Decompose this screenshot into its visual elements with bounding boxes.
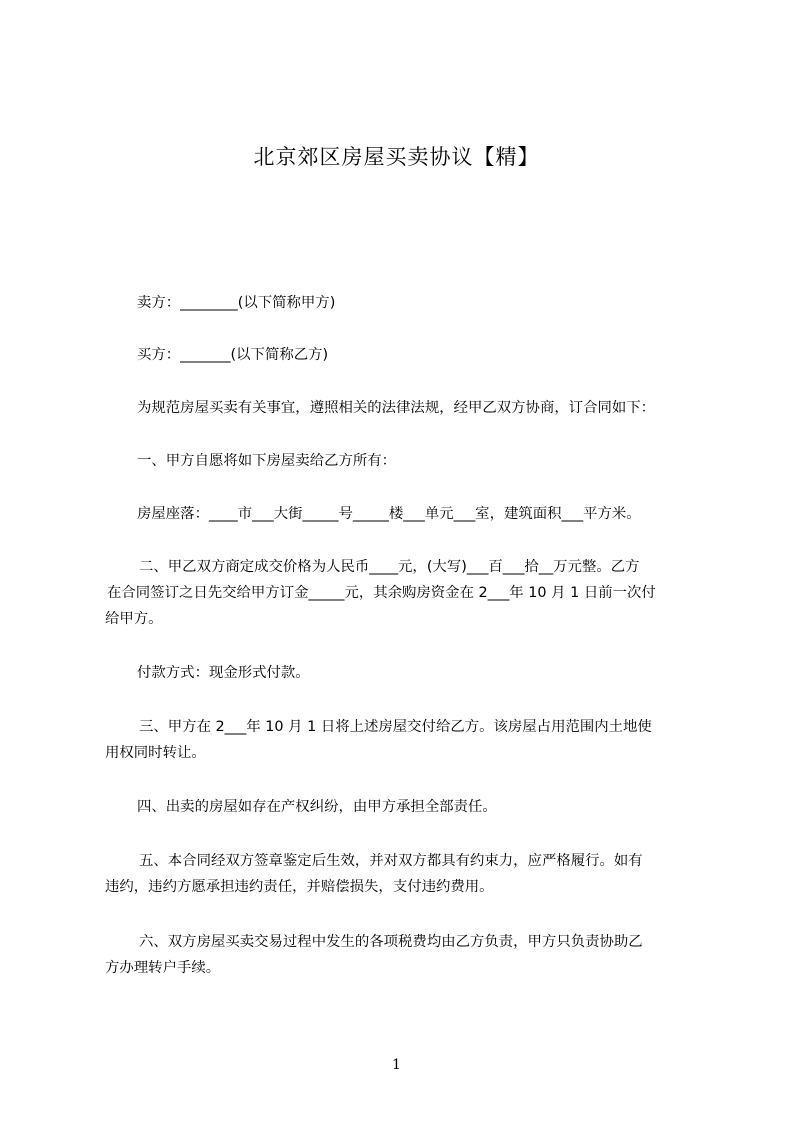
clause-5-line-2: 违约，违约方愿承担违约责任，并赔偿损失，支付违约费用。 <box>105 879 494 895</box>
clause-3-line-2: 用权同时转让。 <box>105 745 206 761</box>
page-number: 1 <box>392 1057 401 1073</box>
seller-line: 卖方：________(以下简称甲方) <box>137 295 336 311</box>
document-title: 北京郊区房屋买卖协议【精】 <box>253 145 540 169</box>
clause-2-line-3: 给甲方。 <box>105 611 163 627</box>
clause-6-line-2: 方办理转户手续。 <box>105 960 221 976</box>
clause-4: 四、出卖的房屋如存在产权纠纷，由甲方承担全部责任。 <box>137 799 497 815</box>
clause-6-line-1: 六、双方房屋买卖交易过程中发生的各项税费均由乙方负责，甲方只负责协助乙 <box>139 934 643 950</box>
house-location-line: 房屋座落：____市___大街_____号_____楼___单元___室，建筑面积___平方米。 <box>137 506 641 522</box>
clause-3-line-1: 三、甲方在 2___年 10 月 1 日将上述房屋交付给乙方。该房屋占用范围内土地使 <box>139 719 652 735</box>
clause-2-line-2: 在合同签订之日先交给甲方订金_____元，其余购房资金在 2___年 10 月 1 日前一次付 <box>107 585 656 601</box>
intro-paragraph: 为规范房屋买卖有关事宜，遵照相关的法律法规，经甲乙双方协商，订合同如下： <box>137 400 656 416</box>
buyer-line: 买方：_______(以下简称乙方) <box>137 347 329 363</box>
clause-1: 一、甲方自愿将如下房屋卖给乙方所有： <box>137 453 397 469</box>
payment-method-line: 付款方式：现金形式付款。 <box>137 665 310 681</box>
clause-5-line-1: 五、本合同经双方签章鉴定后生效，并对双方都具有约束力，应严格履行。如有 <box>139 853 643 869</box>
clause-2-line-1: 二、甲乙双方商定成交价格为人民币____元，(大写)___百___拾__万元整。乙方 <box>139 559 640 575</box>
